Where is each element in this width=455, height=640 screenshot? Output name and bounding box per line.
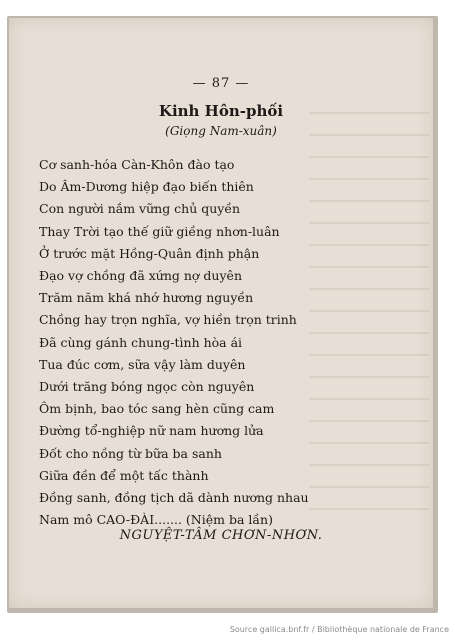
verse-line: Ở trước mặt Hồng-Quân định phận bbox=[39, 245, 260, 261]
verse-line: Ôm bịnh, bao tóc sang hèn cũng cam bbox=[39, 401, 275, 417]
verse-line: Do Âm-Dương hiệp đạo biến thiên bbox=[39, 179, 254, 195]
prayer-title: Kinh Hôn-phối bbox=[158, 102, 284, 120]
verse-line: Chồng hay trọn nghĩa, vợ hiền trọn trinh bbox=[39, 312, 297, 328]
source-credit: Source gallica.bnf.fr / Bibliothèque nationale de France bbox=[229, 625, 449, 634]
author-signature: NGUYỆT-TÂM CHƠN-NHƠN. bbox=[119, 528, 323, 543]
verse-line: Dưới trăng bóng ngọc còn nguyên bbox=[39, 379, 255, 395]
verse-line: Con người nắm vững chủ quyền bbox=[39, 201, 241, 217]
page-number: — 87 — bbox=[192, 76, 250, 91]
verse-line: Đã cùng gánh chung-tình hòa ái bbox=[39, 334, 243, 350]
verse-line: Đốt cho nồng từ bữa ba sanh bbox=[39, 445, 222, 461]
prayer-subtitle: (Giọng Nam-xuân) bbox=[165, 124, 277, 138]
verse-line: Đồng sanh, đồng tịch dã dành nương nhau bbox=[39, 490, 309, 506]
page-content bbox=[9, 18, 433, 608]
verse-line: Đường tổ-nghiệp nữ nam hương lửa bbox=[39, 423, 264, 439]
verse-line: Thay Trời tạo thế giữ giềng nhơn-luân bbox=[39, 223, 280, 239]
verse-list bbox=[39, 154, 429, 531]
verse-line: Giữa đền để một tấc thành bbox=[39, 467, 209, 483]
scanned-page bbox=[9, 18, 433, 608]
verse-line: Tua đúc cơm, sữa vậy làm duyên bbox=[39, 356, 246, 372]
verse-line: Cơ sanh-hóa Càn-Khôn đào tạo bbox=[39, 157, 235, 172]
verse-line: Nam mô CAO-ĐÀI....... (Niệm ba lần) bbox=[39, 512, 273, 528]
verse-line: Đạo vợ chồng đã xứng nợ duyên bbox=[39, 268, 242, 284]
verse-line: Trăm năm khá nhớ hương nguyền bbox=[39, 290, 254, 306]
